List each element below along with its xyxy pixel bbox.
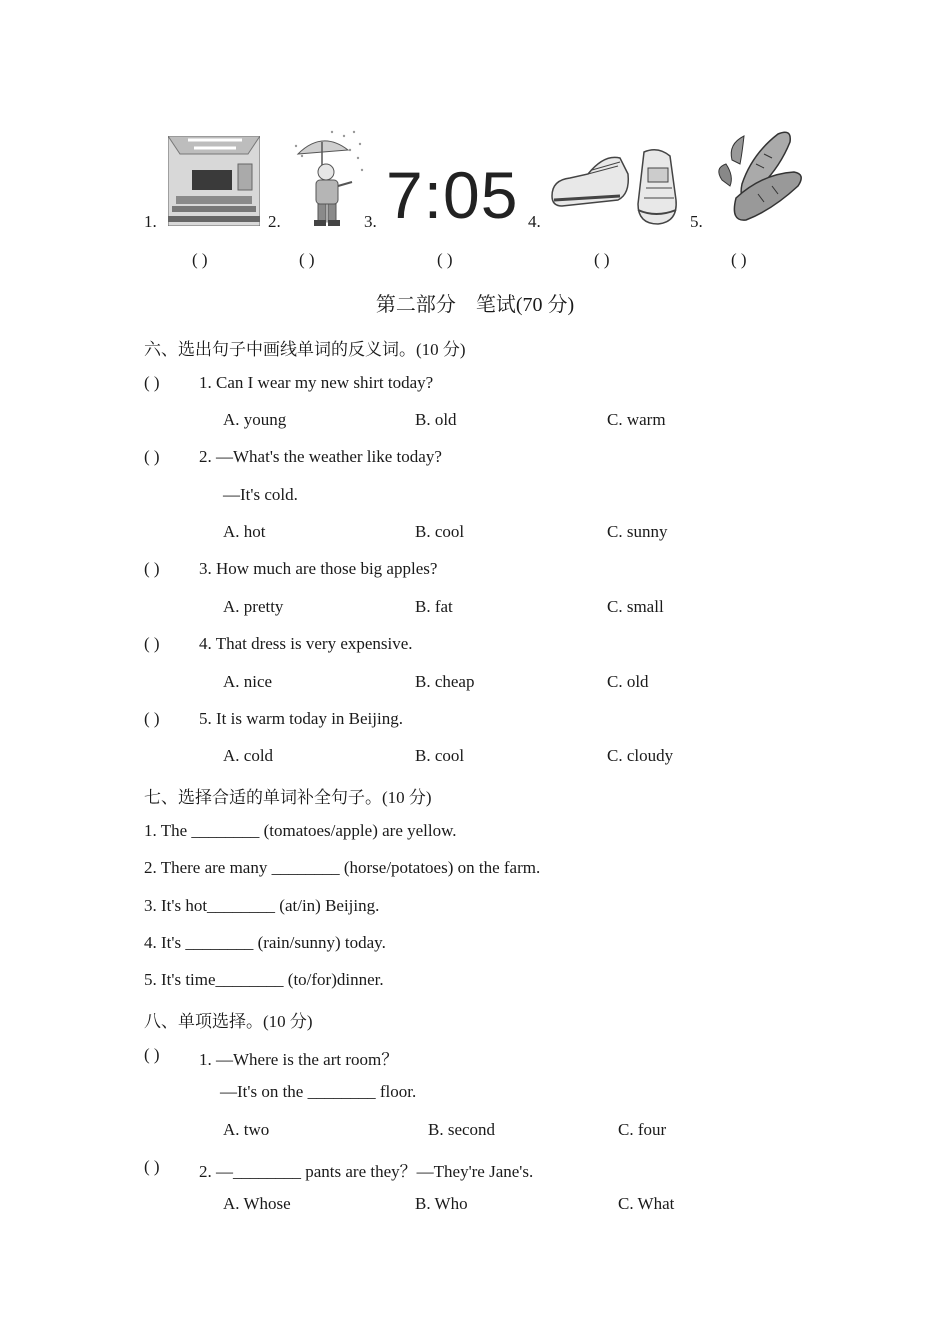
option-b: B. old	[415, 410, 457, 429]
option-b: B. cool	[415, 746, 465, 765]
fill-blank-line: 3. It's hot________ (at/in) Beijing.	[144, 896, 380, 915]
picture-number-3: 3.	[364, 212, 377, 231]
section-8-heading: 八、单项选择。(10 分)	[144, 1012, 313, 1031]
section-6-heading: 六、选出句子中画线单词的反义词。(10 分)	[144, 340, 466, 359]
fill-blank-line: 2. There are many ________ (horse/potatoes) on the farm.	[144, 858, 541, 877]
option-a: A. cold	[223, 746, 274, 765]
answer-paren-1[interactable]: ( )	[192, 250, 208, 269]
rainy-person-icon	[292, 126, 368, 228]
picture-number-2: 2.	[268, 212, 281, 231]
answer-paren-2[interactable]: ( )	[299, 250, 315, 269]
answer-paren[interactable]: ( )	[144, 634, 160, 653]
question-text: 1. Can I wear my new shirt today?	[199, 373, 434, 392]
option-b: B. Who	[415, 1194, 468, 1213]
carrots-icon	[712, 124, 804, 228]
answer-paren-3[interactable]: ( )	[437, 250, 453, 269]
option-a: A. hot	[223, 522, 266, 541]
option-c: C. old	[607, 672, 649, 691]
picture-number-4: 4.	[528, 212, 541, 231]
option-b: B. fat	[415, 597, 453, 616]
option-b: B. second	[428, 1120, 496, 1139]
answer-paren[interactable]: ( )	[144, 559, 160, 578]
option-a: A. two	[223, 1120, 270, 1139]
fill-blank-line: 5. It's time________ (to/for)dinner.	[144, 970, 384, 989]
option-c: C. sunny	[607, 522, 668, 541]
option-c: C. four	[618, 1120, 667, 1139]
section-7-heading: 七、选择合适的单词补全句子。(10 分)	[144, 788, 432, 807]
part-title: 第二部分 笔试(70 分)	[375, 294, 575, 316]
answer-paren-4[interactable]: ( )	[594, 250, 610, 269]
answer-paren[interactable]: ( )	[144, 709, 160, 728]
answer-paren[interactable]: ( )	[144, 1045, 160, 1064]
answer-paren[interactable]: ( )	[144, 373, 160, 392]
question-text: 3. How much are those big apples?	[199, 559, 438, 578]
question-text: 1. —Where is the art room？	[199, 1050, 399, 1069]
answer-paren-5[interactable]: ( )	[731, 250, 747, 269]
option-a: A. young	[223, 410, 287, 429]
answer-paren[interactable]: ( )	[144, 1157, 160, 1176]
question-text: 2. —________ pants are they？—They're Jane's.	[199, 1162, 534, 1181]
clock-time: 7:05	[386, 158, 519, 232]
option-a: A. nice	[223, 672, 273, 691]
option-c: C. What	[618, 1194, 675, 1213]
option-a: A. pretty	[223, 597, 284, 616]
classroom-icon	[168, 136, 260, 226]
picture-number-1: 1.	[144, 212, 157, 231]
option-c: C. warm	[607, 410, 666, 429]
question-text: 2. —What's the weather like today?	[199, 447, 442, 466]
question-text: 5. It is warm today in Beijing.	[199, 709, 403, 728]
answer-paren[interactable]: ( )	[144, 447, 160, 466]
option-b: B. cheap	[415, 672, 475, 691]
question-answer-line: —It's on the ________ floor.	[220, 1082, 417, 1101]
fill-blank-line: 4. It's ________ (rain/sunny) today.	[144, 933, 386, 952]
option-c: C. small	[607, 597, 664, 616]
option-a: A. Whose	[223, 1194, 291, 1213]
fill-blank-line: 1. The ________ (tomatoes/apple) are yellow.	[144, 821, 457, 840]
shoes-icon	[548, 144, 688, 228]
picture-number-5: 5.	[690, 212, 703, 231]
option-c: C. cloudy	[607, 746, 674, 765]
option-b: B. cool	[415, 522, 465, 541]
question-text: 4. That dress is very expensive.	[199, 634, 413, 653]
question-answer-line: —It's cold.	[223, 485, 298, 504]
